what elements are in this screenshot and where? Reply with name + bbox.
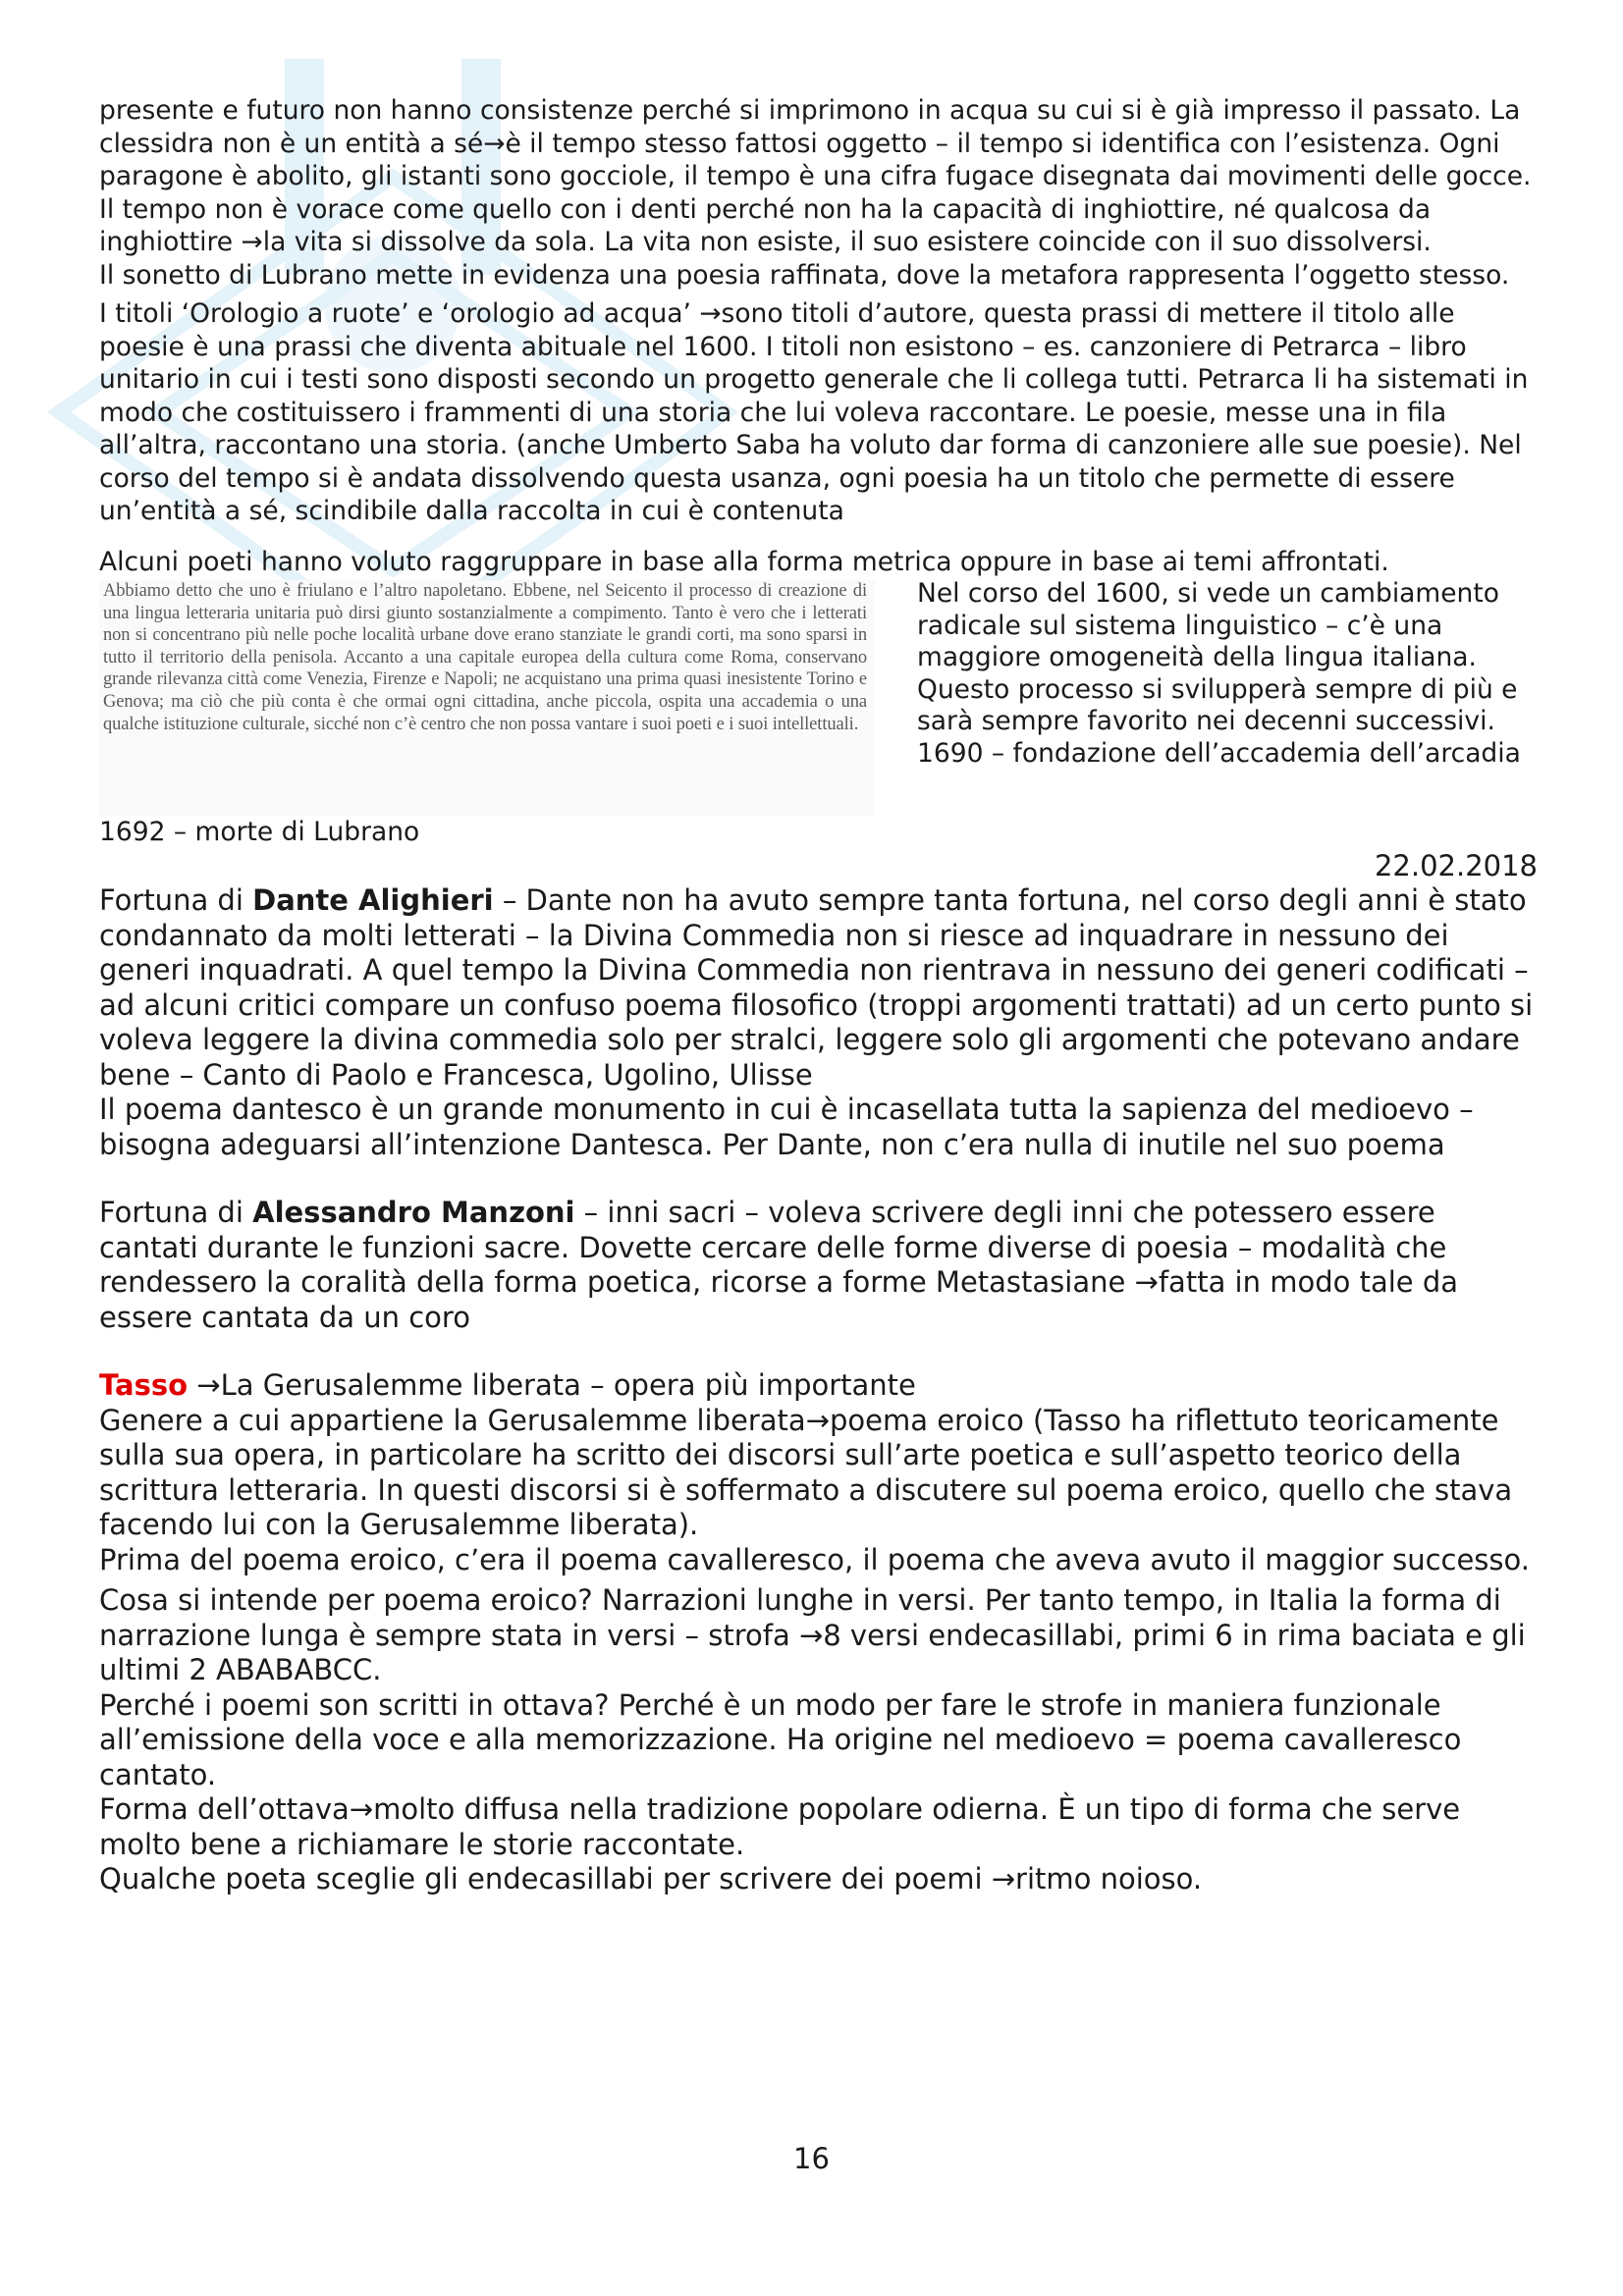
manzoni-text: – inni sacri – voleva scrivere degli inni che potessero essere cantati durante le funzioni sacre. Dovette cercare delle forme diverse di poesia – modalità che rendessero la coralità della forma poetica, ricorse a forme Metastasiane →fatta in modo tale da essere cantata da un coro bbox=[99, 1196, 1459, 1334]
paragraph-tasso-heading bbox=[99, 1368, 1538, 1404]
page-content bbox=[99, 94, 1538, 1897]
scan-and-notes bbox=[99, 578, 1538, 816]
paragraph-lubrano-death: 1692 – morte di Lubrano bbox=[99, 817, 420, 847]
scanned-textbook-excerpt: Abbiamo detto che uno è friulano e l’altro napoletano. Ebbene, nel Seicento il processo di creazione di una lingua letteraria unitaria può dirsi giunto sostanzialmente a compimento. Tanto è vero che i letterati non si concentrano più nelle poche località urbane dove erano stanziate le grandi corti, ma sono sparsi in tutto il territorio della penisola. Accanto a una capitale europea della cultura come Roma, conservano grande rilevanza città come Venezia, Firenze e Napoli; ne acquistano una prima quasi inesistente Torino e Genova; ma ciò che più conta è che ormai ogni cittadina, anche piccola, ospita una accademia o una qualche istituzione culturale, sicché non c’è centro che non possa vantare i suoi poeti e i suoi intellettuali. bbox=[99, 580, 875, 816]
paragraph-clessidra: presente e futuro non hanno consistenze perché si imprimono in acqua su cui si è già impresso il passato. La clessidra non è un entità a sé→è il tempo stesso fattosi oggetto – il tempo si identifica con l’esistenza. Ogni paragone è abolito, gli istanti sono gocciole, il tempo è una cifra fugace disegnata dai movimenti delle gocce. Il tempo non è vorace come quello con i denti perché non ha la capacità di inghiottire, né qualcosa da inghiottire →la vita si dissolve da sola. La vita non esiste, il suo esistere coincide con il suo dissolversi. bbox=[99, 95, 1532, 257]
dante-text: – Dante non ha avuto sempre tanta fortuna, nel corso degli anni è stato condannato da molti letterati – la Divina Commedia non si riesce ad inquadrare in nessuno dei generi inquadrati. A quel tempo la Divina Commedia non rientrava in nessuno dei generi codificati – ad alcuni critici compare un confuso poema filosofico (troppi argomenti trattati) ad un certo punto si voleva leggere la divina commedia solo per stralci, leggere solo gli argomenti che potevano andare bene – Canto di Paolo e Francesca, Ugolino, Ulisse bbox=[99, 883, 1534, 1092]
lesson-2018-02-22 bbox=[99, 849, 1538, 1897]
side-note-lingua: Nel corso del 1600, si vede un cambiamento radicale sul sistema linguistico – c’è una maggiore omogeneità della lingua italiana. Questo processo si svilupperà sempre di più e sarà sempre favorito nei decenni successivi. bbox=[917, 578, 1518, 736]
manzoni-name: Alessandro Manzoni bbox=[252, 1196, 575, 1229]
paragraph-sonetto: Il sonetto di Lubrano mette in evidenza una poesia raffinata, dove la metafora rappresenta l’oggetto stesso. bbox=[99, 259, 1510, 291]
paragraph-titoli: I titoli ‘Orologio a ruote’ e ‘orologio ad acqua’ →sono titoli d’autore, questa prassi di mettere il titolo alle poesie è una prassi che diventa abituale nel 1600. I titoli non esistono – es. canzoniere di Petrarca – libro unitario in cui i testi sono disposti secondo un progetto generale che li collega tutti. Petrarca li ha sistemati in modo che costituissero i frammenti di una storia che lui voleva raccontare. Le poesie, messe una in fila all’altra, raccontano una storia. (anche Umberto Saba ha voluto dar forma di canzoniere alle sue poesie). Nel corso del tempo si è andata dissolvendo questa usanza, ogni poesia ha un titolo che permette di essere un’entità a sé, scindibile dalla raccolta in cui è contenuta bbox=[99, 298, 1529, 526]
paragraph-tasso-endecasillabi: Qualche poeta sceglie gli endecasillabi per scrivere dei poemi →ritmo noioso. bbox=[99, 1862, 1203, 1896]
paragraph-dante-2: Il poema dantesco è un grande monumento in cui è incasellata tutta la sapienza del medioevo – bisogna adeguarsi all’intenzione Dantesca. Per Dante, non c’era nulla di inutile nel suo poema bbox=[99, 1093, 1474, 1161]
dante-lead: Fortuna di bbox=[99, 883, 253, 917]
paragraph-manzoni bbox=[99, 1196, 1538, 1335]
tasso-heading-text: →La Gerusalemme liberata – opera più importante bbox=[188, 1368, 916, 1402]
paragraph-tasso-genere: Genere a cui appartiene la Gerusalemme liberata→poema eroico (Tasso ha riflettuto teoricamente sulla sua opera, in particolare ha scritto dei discorsi sull’arte poetica e sull’aspetto teorico della scrittura letteraria. In questi discorsi si è soffermato a discutere sul poema eroico, quello che stava facendo lui con la Gerusalemme liberata). bbox=[99, 1403, 1513, 1541]
dante-name: Dante Alighieri bbox=[252, 883, 494, 917]
tasso-name: Tasso bbox=[99, 1368, 189, 1402]
paragraph-tasso-eroico: Cosa si intende per poema eroico? Narrazioni lunghe in versi. Per tanto tempo, in Italia la forma di narrazione lunga è sempre stata in versi – strofa →8 versi endecasillabi, primi 6 in rima baciata e gli ultimi 2 ABABABCC. bbox=[99, 1583, 1526, 1686]
page-number: 16 bbox=[793, 2142, 830, 2175]
paragraph-raggruppare: Alcuni poeti hanno voluto raggruppare in base alla forma metrica oppure in base ai temi affrontati. bbox=[99, 546, 1389, 577]
side-notes bbox=[917, 578, 1538, 816]
manzoni-lead: Fortuna di bbox=[99, 1196, 253, 1229]
paragraph-tasso-ottava: Perché i poemi son scritti in ottava? Perché è un modo per fare le strofe in maniera funzionale all’emissione della voce e alla memorizzazione. Ha origine nel medioevo = poema cavalleresco cantato. bbox=[99, 1687, 1462, 1791]
paragraph-tasso-forma: Forma dell’ottava→molto diffusa nella tradizione popolare odierna. È un tipo di forma che serve molto bene a richiamare le storie raccontate. bbox=[99, 1792, 1461, 1861]
paragraph-tasso-cavalleresco: Prima del poema eroico, c’era il poema cavalleresco, il poema che aveva avuto il maggior successo. bbox=[99, 1542, 1530, 1576]
lesson-date: 22.02.2018 bbox=[1374, 848, 1538, 882]
paragraph-dante bbox=[99, 883, 1538, 1093]
side-note-arcadia: 1690 – fondazione dell’accademia dell’arcadia bbox=[917, 737, 1521, 769]
